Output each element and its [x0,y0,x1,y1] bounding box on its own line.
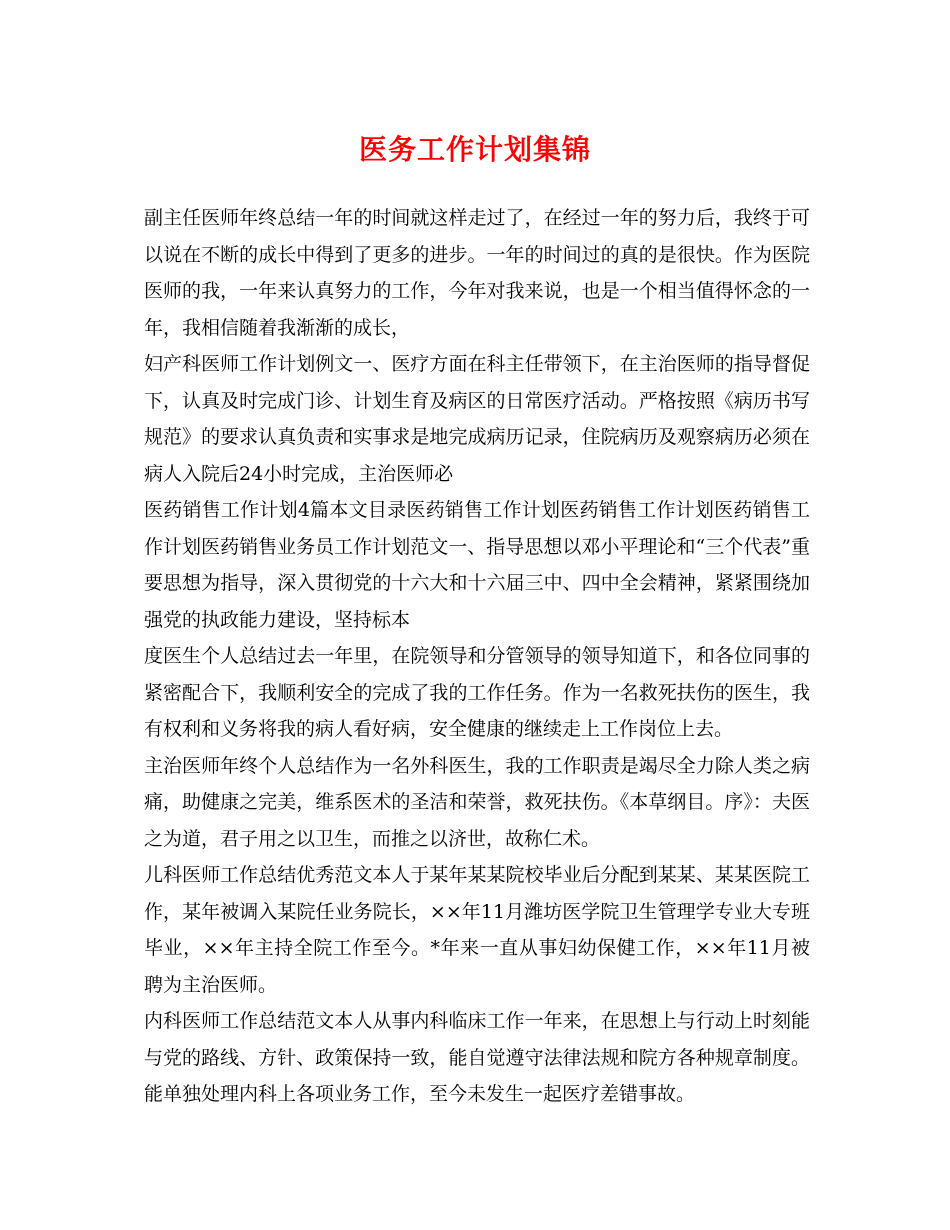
document-body [144,200,810,1113]
paragraph-1: 副主任医师年终总结一年的时间就这样走过了，在经过一年的努力后，我终于可以说在不断的成长中得到了更多的进步。一年的时间过的真的是很快。作为医院医师的我，一年来认真努力的工作，今年对我来说，也是一个相当值得怀念的一年，我相信随着我渐渐的成长， [144,207,810,339]
paragraph-4: 度医生个人总结过去一年里，在院领导和分管领导的领导知道下，和各位同事的紧密配合下，我顺利安全的完成了我的工作任务。作为一名救死扶伤的医生，我有权利和义务将我的病人看好病，安全健康的继续走上工作岗位上去。 [144,645,810,740]
document-title: 医务工作计划集锦 [358,133,591,166]
paragraph-6: 儿科医师工作总结优秀范文本人于某年某某院校毕业后分配到某某、某某医院工作，某年被调入某院任业务院长，××年11月潍坊医学院卫生管理学专业大专班毕业，××年主持全院工作至今。*年来一直从事妇幼保健工作，××年11月被聘为主治医师。 [144,864,810,996]
paragraph-2: 妇产科医师工作计划例文一、医疗方面在科主任带领下，在主治医师的指导督促下，认真及时完成门诊、计划生育及病区的日常医疗活动。严格按照《病历书写规范》的要求认真负责和实事求是地完成病历记录，住院病历及观察病历必须在病人入院后24小时完成，主治医师必 [144,353,810,485]
paragraph-3: 医药销售工作计划4篇本文目录医药销售工作计划医药销售工作计划医药销售工作计划医药销售业务员工作计划范文一、指导思想以邓小平理论和“三个代表”重要思想为指导，深入贯彻党的十六大和十六届三中、四中全会精神，紧紧围绕加强党的执政能力建设，坚持标本 [144,499,810,631]
paragraph-5: 主治医师年终个人总结作为一名外科医生，我的工作职责是竭尽全力除人类之病痛，助健康之完美，维系医术的圣洁和荣誉，救死扶伤。《本草纲目。序》：夫医之为道，君子用之以卫生，而推之以济世，故称仁术。 [144,754,810,850]
paragraph-7: 内科医师工作总结范文本人从事内科临床工作一年来，在思想上与行动上时刻能与党的路线、方针、政策保持一致，能自觉遵守法律法规和院方各种规章制度。能单独处理内科上各项业务工作，至今未发生一起医疗差错事故。 [144,1010,810,1105]
